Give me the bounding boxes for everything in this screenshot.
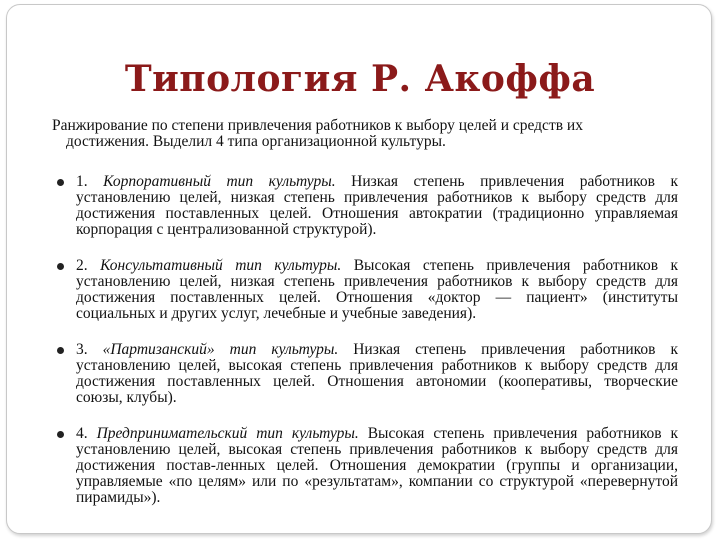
list-item [52,342,678,406]
list-item [52,258,678,322]
item-name: «Партизанский» тип культуры. [102,341,339,358]
item-number: 2. [76,257,88,274]
item-text: Высокая степень привлечения работников к установлению целей, высокая степень привлечения работников к выбору средств для достижения постав-ленных целей. Отношения демократии (группы и организации, управляемые «по целям» или по «результатам», компании со структурой «перевернутой пирамиды»). [76,425,679,506]
culture-types-list [52,174,678,506]
item-text: Низкая степень привлечения работников к установлению целей, высокая степень привлечения работников к выбору средств для достижения поставленных целей. Отношения автономии (кооперативы, творческие союзы, клубы). [76,341,678,406]
slide-title: Типология Р. Акоффа [124,58,596,100]
item-text: Низкая степень привлечения работников к установлению целей, низкая степень привлечения работников к выбору средств для достижения поставленных целей. Отношения автократии (традиционно управляемая корпорация с централизованной структурой). [76,173,679,238]
bullet-icon [57,431,64,438]
item-number: 1. [76,173,88,190]
intro-paragraph [52,118,672,150]
intro-line-2: достижения. Выделил 4 типа организационной культуры. [66,133,446,150]
intro-line-1: Ранжирование по степени привлечения работников к выбору целей и средств их [52,117,583,134]
item-name: Консультативный тип культуры. [100,257,342,274]
list-item [52,174,678,238]
bullet-icon [57,347,64,354]
item-number: 4. [76,425,88,442]
bullet-icon [57,179,64,186]
item-name: Корпоративный тип культуры. [103,173,336,190]
item-text: Высокая степень привлечения работников к установлению целей, низкая степень привлечения работников к выбору средств для достижения поставленных целей. Отношения «доктор — пациент» (институты социальных и других услуг, лечебные и учебные заведения). [76,257,679,322]
list-item [52,426,678,506]
bullet-icon [57,263,64,270]
item-number: 3. [76,341,88,358]
item-name: Предпринимательский тип культуры. [96,425,359,442]
